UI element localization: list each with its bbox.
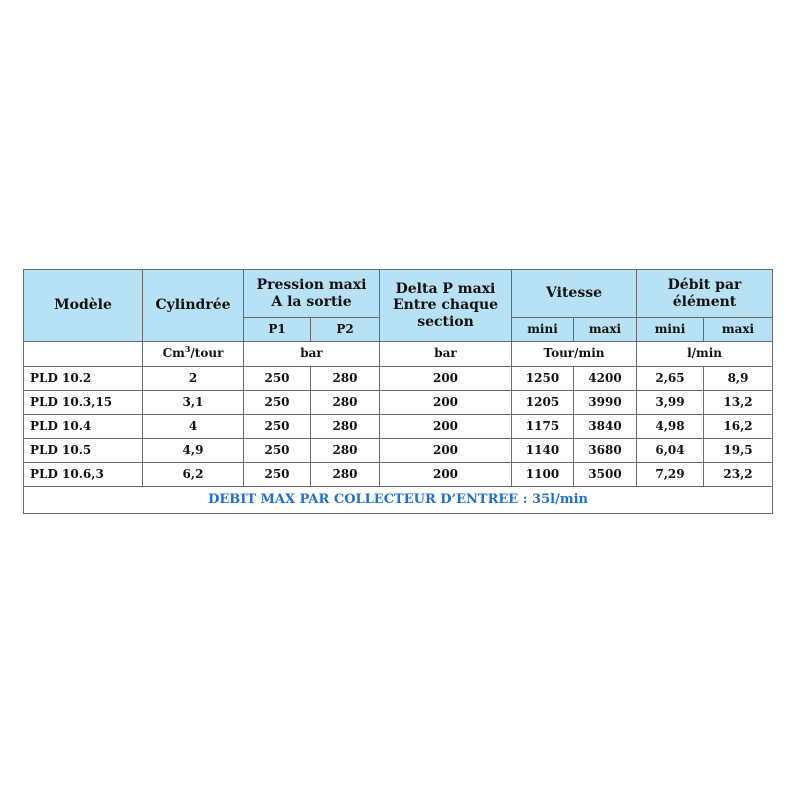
cell-p2: 280 [311, 463, 380, 487]
header-vitesse-maxi: maxi [574, 318, 637, 342]
units-row [24, 342, 773, 367]
cell-p2: 280 [311, 367, 380, 391]
unit-cylindree-rest: /tour [190, 346, 224, 361]
header-delta-line3: section [417, 313, 474, 330]
header-debit-line2: élément [672, 293, 737, 310]
table-row [24, 463, 773, 487]
cell-debit-maxi: 19,5 [704, 439, 773, 463]
cell-vitesse-mini: 1205 [512, 391, 574, 415]
cell-model: PLD 10.5 [24, 439, 143, 463]
table-row [24, 439, 773, 463]
cell-p2: 280 [311, 439, 380, 463]
cell-p2: 280 [311, 391, 380, 415]
cell-debit-mini: 2,65 [637, 367, 704, 391]
header-delta-p [380, 270, 512, 342]
cell-delta: 200 [380, 439, 512, 463]
cell-debit-maxi: 16,2 [704, 415, 773, 439]
cell-vitesse-maxi: 3990 [574, 391, 637, 415]
cell-debit-maxi: 8,9 [704, 367, 773, 391]
cell-p1: 250 [244, 463, 311, 487]
unit-vitesse: Tour/min [512, 342, 637, 367]
table-row [24, 367, 773, 391]
cell-cylindree: 3,1 [143, 391, 244, 415]
header-p2: P2 [311, 318, 380, 342]
cell-delta: 200 [380, 391, 512, 415]
unit-delta: bar [380, 342, 512, 367]
unit-cylindree [143, 342, 244, 367]
cell-p2: 280 [311, 415, 380, 439]
spec-table-container [23, 269, 772, 514]
cell-debit-maxi: 23,2 [704, 463, 773, 487]
footer-note: DEBIT MAX PAR COLLECTEUR D’ENTREE : 35l/min [24, 487, 773, 514]
cell-vitesse-mini: 1140 [512, 439, 574, 463]
header-debit-maxi: maxi [704, 318, 773, 342]
cell-debit-mini: 7,29 [637, 463, 704, 487]
cell-vitesse-mini: 1250 [512, 367, 574, 391]
header-cylindree: Cylindrée [143, 270, 244, 342]
header-modele: Modèle [24, 270, 143, 342]
cell-model: PLD 10.3,15 [24, 391, 143, 415]
cell-p1: 250 [244, 439, 311, 463]
unit-debit: l/min [637, 342, 773, 367]
cell-p1: 250 [244, 367, 311, 391]
header-row-main [24, 270, 773, 318]
cell-vitesse-maxi: 3680 [574, 439, 637, 463]
table-row [24, 391, 773, 415]
header-p1: P1 [244, 318, 311, 342]
header-debit-line1: Débit par [667, 277, 742, 294]
cell-vitesse-maxi: 3500 [574, 463, 637, 487]
cell-cylindree: 2 [143, 367, 244, 391]
cell-p1: 250 [244, 391, 311, 415]
header-pression-line2: A la sortie [271, 293, 352, 310]
unit-modele-empty [24, 342, 143, 367]
header-debit [637, 270, 773, 318]
cell-cylindree: 6,2 [143, 463, 244, 487]
cell-model: PLD 10.4 [24, 415, 143, 439]
table-row [24, 415, 773, 439]
header-pression [244, 270, 380, 318]
footer-row [24, 487, 773, 514]
header-pression-line1: Pression maxi [256, 277, 367, 294]
header-delta-line2: Entre chaque [392, 297, 499, 314]
cell-vitesse-maxi: 3840 [574, 415, 637, 439]
cell-p1: 250 [244, 415, 311, 439]
header-delta-line1: Delta P maxi [395, 281, 496, 298]
cell-vitesse-maxi: 4200 [574, 367, 637, 391]
cell-delta: 200 [380, 367, 512, 391]
cell-delta: 200 [380, 415, 512, 439]
cell-cylindree: 4 [143, 415, 244, 439]
cell-delta: 200 [380, 463, 512, 487]
cell-debit-mini: 4,98 [637, 415, 704, 439]
cell-vitesse-mini: 1100 [512, 463, 574, 487]
spec-table [23, 269, 773, 514]
header-debit-mini: mini [637, 318, 704, 342]
cell-model: PLD 10.6,3 [24, 463, 143, 487]
unit-cylindree-base: Cm [162, 346, 185, 361]
cell-debit-maxi: 13,2 [704, 391, 773, 415]
cell-debit-mini: 6,04 [637, 439, 704, 463]
cell-cylindree: 4,9 [143, 439, 244, 463]
header-vitesse: Vitesse [512, 270, 637, 318]
cell-vitesse-mini: 1175 [512, 415, 574, 439]
cell-debit-mini: 3,99 [637, 391, 704, 415]
cell-model: PLD 10.2 [24, 367, 143, 391]
header-vitesse-mini: mini [512, 318, 574, 342]
unit-cylindree-sup: 3 [184, 344, 191, 355]
unit-pression: bar [244, 342, 380, 367]
